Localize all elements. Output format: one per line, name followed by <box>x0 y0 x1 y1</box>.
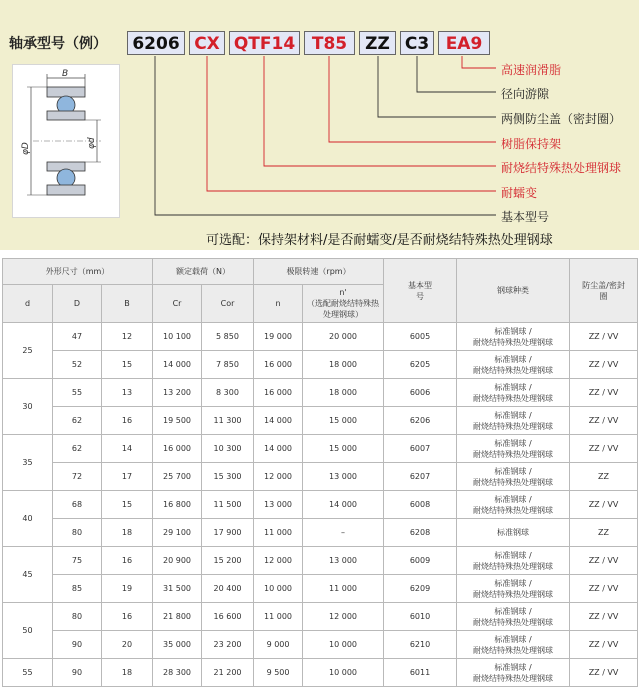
table-row <box>3 491 638 519</box>
table-row <box>3 519 638 547</box>
cell-cor: 17 900 <box>202 519 254 547</box>
cell-cor: 5 850 <box>202 323 254 351</box>
cell-n: 16 000 <box>254 351 303 379</box>
cell-d: 25 <box>3 323 53 379</box>
cell-ball-type <box>457 631 570 659</box>
code-c3: C3 <box>400 31 434 55</box>
table-row <box>3 435 638 463</box>
header-shield <box>570 259 638 323</box>
cell-B: 20 <box>102 631 153 659</box>
cell-B: 19 <box>102 575 153 603</box>
table-row <box>3 659 638 687</box>
ball-standard-text: 标准钢球 / <box>494 494 532 504</box>
cell-d: 40 <box>3 491 53 547</box>
cell-cr: 28 300 <box>153 659 202 687</box>
cell-shield: ZZ / VV <box>570 323 638 351</box>
ball-standard-text: 标准钢球 / <box>494 438 532 448</box>
cell-D: 80 <box>53 603 102 631</box>
subheader-n2-line1: n' <box>339 288 347 297</box>
desc-clearance: 径向游隙 <box>501 87 550 101</box>
cell-shield: ZZ / VV <box>570 491 638 519</box>
cell-D: 72 <box>53 463 102 491</box>
cell-B: 16 <box>102 547 153 575</box>
cell-B: 15 <box>102 351 153 379</box>
cell-D: 85 <box>53 575 102 603</box>
cell-model: 6208 <box>384 519 457 547</box>
cell-cr: 19 500 <box>153 407 202 435</box>
table-row <box>3 407 638 435</box>
cell-D: 80 <box>53 519 102 547</box>
cell-d: 45 <box>3 547 53 603</box>
cell-model: 6005 <box>384 323 457 351</box>
cell-shield: ZZ / VV <box>570 379 638 407</box>
ball-standard-text: 标准钢球 / <box>494 578 532 588</box>
cell-model: 6209 <box>384 575 457 603</box>
ball-special-text: 耐烧结特殊热处理钢球 <box>473 673 554 683</box>
ball-special-text: 耐烧结特殊热处理钢球 <box>473 393 554 403</box>
cell-model: 6207 <box>384 463 457 491</box>
table-row <box>3 603 638 631</box>
desc-shields: 两侧防尘盖（密封圈） <box>501 112 622 126</box>
cell-n: 12 000 <box>254 463 303 491</box>
cell-cr: 14 000 <box>153 351 202 379</box>
cell-n2: 14 000 <box>303 491 384 519</box>
cell-shield: ZZ / VV <box>570 547 638 575</box>
cell-D: 68 <box>53 491 102 519</box>
cell-n: 10 000 <box>254 575 303 603</box>
cell-shield: ZZ / VV <box>570 351 638 379</box>
cell-B: 14 <box>102 435 153 463</box>
ball-special-text: 耐烧结特殊热处理钢球 <box>473 617 554 627</box>
header-load: 额定载荷（N） <box>153 259 254 285</box>
cell-n: 11 000 <box>254 519 303 547</box>
cell-n2: 15 000 <box>303 407 384 435</box>
ball-special-text: 耐烧结特殊热处理钢球 <box>473 477 554 487</box>
ball-standard-text: 标准钢球 / <box>494 606 532 616</box>
cell-cr: 16 000 <box>153 435 202 463</box>
cell-ball-type <box>457 491 570 519</box>
subheader-n2 <box>303 285 384 323</box>
desc-special-ball: 耐烧结特殊热处理钢球 <box>501 161 622 175</box>
cell-n2: 13 000 <box>303 547 384 575</box>
cell-ball-type <box>457 575 570 603</box>
cell-cor: 15 300 <box>202 463 254 491</box>
cell-ball-type <box>457 407 570 435</box>
cell-B: 18 <box>102 659 153 687</box>
ball-standard-text: 标准钢球 / <box>494 466 532 476</box>
cell-cr: 20 900 <box>153 547 202 575</box>
code-t85: T85 <box>304 31 355 55</box>
cell-B: 17 <box>102 463 153 491</box>
cell-ball-type <box>457 351 570 379</box>
ball-special-text: 耐烧结特殊热处理钢球 <box>473 561 554 571</box>
desc-grease: 高速润滑脂 <box>501 63 562 77</box>
cell-D: 75 <box>53 547 102 575</box>
cell-n: 14 000 <box>254 435 303 463</box>
optional-note: 可选配：保持架材料/是否耐蠕变/是否耐烧结特殊热处理钢球 <box>206 233 553 248</box>
cell-shield: ZZ / VV <box>570 575 638 603</box>
cell-B: 12 <box>102 323 153 351</box>
cell-ball-type <box>457 435 570 463</box>
cell-n: 16 000 <box>254 379 303 407</box>
table-row <box>3 351 638 379</box>
spec-table <box>2 258 638 687</box>
cell-cr: 13 200 <box>153 379 202 407</box>
ball-special-text: 耐烧结特殊热处理钢球 <box>473 645 554 655</box>
subheader-n: n <box>254 285 303 323</box>
cell-cor: 23 200 <box>202 631 254 659</box>
cell-model: 6205 <box>384 351 457 379</box>
desc-cage: 树脂保持架 <box>501 137 562 151</box>
code-zz: ZZ <box>359 31 396 55</box>
cell-cr: 29 100 <box>153 519 202 547</box>
cell-n: 9 500 <box>254 659 303 687</box>
cell-shield: ZZ <box>570 463 638 491</box>
cell-D: 47 <box>53 323 102 351</box>
ball-special-text: 耐烧结特殊热处理钢球 <box>473 449 554 459</box>
subheader-Cor: Cor <box>202 285 254 323</box>
cell-cor: 21 200 <box>202 659 254 687</box>
cell-model: 6006 <box>384 379 457 407</box>
code-ea9: EA9 <box>438 31 490 55</box>
cell-model: 6210 <box>384 631 457 659</box>
cell-cor: 7 850 <box>202 351 254 379</box>
width-label: B <box>62 69 69 79</box>
cell-ball-type <box>457 463 570 491</box>
subheader-d: d <box>3 285 53 323</box>
cell-ball-type <box>457 323 570 351</box>
ball-standard-text: 标准钢球 / <box>494 410 532 420</box>
cell-d: 50 <box>3 603 53 659</box>
header-model-text: 基本型号 <box>408 280 433 301</box>
cell-B: 16 <box>102 407 153 435</box>
header-speed: 极限转速（rpm） <box>254 259 384 285</box>
designation-label: 轴承型号（例） <box>9 36 107 52</box>
cell-n2: 13 000 <box>303 463 384 491</box>
ball-special-text: 耐烧结特殊热处理钢球 <box>473 365 554 375</box>
cell-D: 90 <box>53 659 102 687</box>
ball-special-text: 耐烧结特殊热处理钢球 <box>473 589 554 599</box>
cell-cor: 10 300 <box>202 435 254 463</box>
desc-basic-model: 基本型号 <box>501 210 550 224</box>
cell-shield: ZZ / VV <box>570 435 638 463</box>
cell-n: 19 000 <box>254 323 303 351</box>
cell-n: 9 000 <box>254 631 303 659</box>
inner-diameter-label: φd <box>87 137 97 149</box>
cell-B: 16 <box>102 603 153 631</box>
ball-standard-text: 标准钢球 / <box>494 634 532 644</box>
code-basic: 6206 <box>127 31 185 55</box>
table-row <box>3 547 638 575</box>
cell-cr: 25 700 <box>153 463 202 491</box>
subheader-n2-line2: （选配耐烧结特殊热处理钢球） <box>307 299 380 319</box>
table-row <box>3 463 638 491</box>
cell-n2: 18 000 <box>303 379 384 407</box>
table-row <box>3 575 638 603</box>
cell-cr: 16 800 <box>153 491 202 519</box>
cell-ball-type <box>457 379 570 407</box>
cell-ball-type <box>457 547 570 575</box>
ball-special-text: 耐烧结特殊热处理钢球 <box>473 337 554 347</box>
cell-n: 12 000 <box>254 547 303 575</box>
cell-D: 52 <box>53 351 102 379</box>
code-qtf14: QTF14 <box>229 31 300 55</box>
cell-cor: 20 400 <box>202 575 254 603</box>
header-shield-text: 防尘盖/密封圈 <box>582 280 625 301</box>
ball-standard-text: 标准钢球 / <box>494 326 532 336</box>
cell-cor: 15 200 <box>202 547 254 575</box>
cell-d: 35 <box>3 435 53 491</box>
cell-shield: ZZ / VV <box>570 631 638 659</box>
cell-cor: 11 500 <box>202 491 254 519</box>
cell-n: 11 000 <box>254 603 303 631</box>
cell-ball-type <box>457 603 570 631</box>
cell-n2: 11 000 <box>303 575 384 603</box>
cell-model: 6008 <box>384 491 457 519</box>
cell-shield: ZZ <box>570 519 638 547</box>
cell-B: 13 <box>102 379 153 407</box>
cell-D: 62 <box>53 407 102 435</box>
ball-standard-text: 标准钢球 / <box>494 662 532 672</box>
ball-special-text: 耐烧结特殊热处理钢球 <box>473 421 554 431</box>
cell-shield: ZZ / VV <box>570 407 638 435</box>
cell-n2: 10 000 <box>303 631 384 659</box>
cell-shield: ZZ / VV <box>570 603 638 631</box>
cell-n2: 12 000 <box>303 603 384 631</box>
cell-shield: ZZ / VV <box>570 659 638 687</box>
cell-n2: – <box>303 519 384 547</box>
cell-d: 30 <box>3 379 53 435</box>
cell-cr: 31 500 <box>153 575 202 603</box>
cell-d: 55 <box>3 659 53 687</box>
subheader-B: B <box>102 285 153 323</box>
cell-cr: 21 800 <box>153 603 202 631</box>
ball-standard-text: 标准钢球 / <box>494 382 532 392</box>
cell-n2: 18 000 <box>303 351 384 379</box>
subheader-D: D <box>53 285 102 323</box>
cell-model: 6011 <box>384 659 457 687</box>
cell-ball-type: 标准钢球 <box>457 519 570 547</box>
subheader-Cr: Cr <box>153 285 202 323</box>
ball-standard-text: 标准钢球 / <box>494 354 532 364</box>
cell-D: 62 <box>53 435 102 463</box>
desc-creep: 耐蠕变 <box>501 186 538 200</box>
header-model <box>384 259 457 323</box>
cell-n2: 20 000 <box>303 323 384 351</box>
cell-B: 15 <box>102 491 153 519</box>
header-dims: 外形尺寸（mm） <box>3 259 153 285</box>
table-row <box>3 323 638 351</box>
ball-standard-text: 标准钢球 / <box>494 550 532 560</box>
cell-ball-type <box>457 659 570 687</box>
designation-panel <box>0 0 639 250</box>
cell-n: 13 000 <box>254 491 303 519</box>
header-ball: 钢球种类 <box>457 259 570 323</box>
cell-D: 55 <box>53 379 102 407</box>
table-row <box>3 631 638 659</box>
cell-cor: 8 300 <box>202 379 254 407</box>
cell-cor: 16 600 <box>202 603 254 631</box>
cell-n2: 10 000 <box>303 659 384 687</box>
table-row <box>3 379 638 407</box>
ball-special-text: 耐烧结特殊热处理钢球 <box>473 505 554 515</box>
cell-B: 18 <box>102 519 153 547</box>
cell-cr: 35 000 <box>153 631 202 659</box>
cell-model: 6206 <box>384 407 457 435</box>
code-cx: CX <box>189 31 225 55</box>
cell-model: 6010 <box>384 603 457 631</box>
cell-cr: 10 100 <box>153 323 202 351</box>
cell-D: 90 <box>53 631 102 659</box>
cell-cor: 11 300 <box>202 407 254 435</box>
outer-diameter-label: φD <box>21 142 31 155</box>
cell-n2: 15 000 <box>303 435 384 463</box>
cell-model: 6009 <box>384 547 457 575</box>
cell-model: 6007 <box>384 435 457 463</box>
cell-n: 14 000 <box>254 407 303 435</box>
